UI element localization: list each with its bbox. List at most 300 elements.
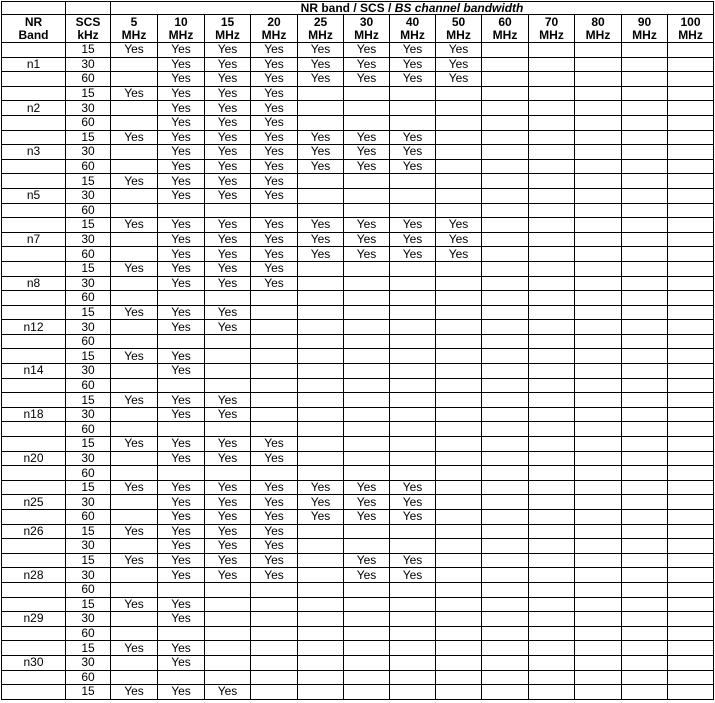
table-title-prefix: NR band / SCS / bbox=[300, 1, 395, 15]
column-header-line1: 20 bbox=[267, 14, 281, 29]
bandwidth-cell bbox=[575, 232, 622, 247]
table-body bbox=[2, 43, 714, 700]
bandwidth-cell bbox=[529, 480, 575, 495]
bandwidth-cell bbox=[575, 670, 622, 685]
bandwidth-cell: Yes bbox=[158, 612, 205, 627]
bandwidth-cell bbox=[529, 276, 575, 291]
bandwidth-cell bbox=[390, 626, 436, 641]
bandwidth-cell bbox=[111, 188, 158, 203]
bandwidth-cell bbox=[668, 524, 714, 539]
bandwidth-cell bbox=[668, 393, 714, 408]
bandwidth-cell bbox=[344, 685, 390, 700]
bandwidth-cell bbox=[111, 334, 158, 349]
bandwidth-cell bbox=[298, 597, 344, 612]
bandwidth-cell bbox=[575, 57, 622, 72]
bandwidth-cell: Yes bbox=[205, 188, 251, 203]
bandwidth-cell: Yes bbox=[111, 261, 158, 276]
bandwidth-cell bbox=[344, 261, 390, 276]
bandwidth-cell bbox=[111, 159, 158, 174]
table-row bbox=[2, 539, 714, 554]
scs-cell: 60 bbox=[66, 72, 111, 87]
scs-cell: 15 bbox=[66, 553, 111, 568]
bandwidth-cell: Yes bbox=[298, 510, 344, 525]
bandwidth-cell: Yes bbox=[205, 57, 251, 72]
bandwidth-cell bbox=[529, 451, 575, 466]
bandwidth-cell: Yes bbox=[298, 480, 344, 495]
bandwidth-cell bbox=[529, 305, 575, 320]
bandwidth-cell bbox=[529, 539, 575, 554]
bandwidth-cell bbox=[482, 349, 529, 364]
column-header bbox=[529, 15, 575, 43]
bandwidth-cell bbox=[111, 670, 158, 685]
bandwidth-cell: Yes bbox=[436, 247, 482, 262]
bandwidth-cell: Yes bbox=[158, 539, 205, 554]
bandwidth-cell bbox=[622, 364, 668, 379]
bandwidth-cell: Yes bbox=[158, 72, 205, 87]
bandwidth-cell: Yes bbox=[251, 57, 298, 72]
bandwidth-cell: Yes bbox=[344, 159, 390, 174]
bandwidth-cell bbox=[668, 72, 714, 87]
bandwidth-cell bbox=[482, 115, 529, 130]
bandwidth-cell: Yes bbox=[436, 43, 482, 58]
bandwidth-cell bbox=[344, 378, 390, 393]
bandwidth-cell bbox=[575, 626, 622, 641]
bandwidth-cell bbox=[251, 626, 298, 641]
scs-cell: 15 bbox=[66, 393, 111, 408]
bandwidth-cell bbox=[482, 159, 529, 174]
bandwidth-cell bbox=[205, 349, 251, 364]
bandwidth-cell bbox=[668, 655, 714, 670]
column-header-line1: 80 bbox=[591, 14, 605, 29]
bandwidth-cell bbox=[390, 539, 436, 554]
bandwidth-cell: Yes bbox=[205, 495, 251, 510]
column-header bbox=[111, 15, 158, 43]
bandwidth-cell bbox=[298, 553, 344, 568]
bandwidth-cell: Yes bbox=[390, 568, 436, 583]
bandwidth-cell bbox=[344, 626, 390, 641]
column-header-line1: 50 bbox=[451, 14, 466, 29]
bandwidth-cell: Yes bbox=[158, 115, 205, 130]
bandwidth-cell: Yes bbox=[111, 174, 158, 189]
bandwidth-cell: Yes bbox=[251, 276, 298, 291]
bandwidth-cell bbox=[622, 612, 668, 627]
bandwidth-cell bbox=[344, 291, 390, 306]
band-cell bbox=[2, 349, 66, 364]
bandwidth-cell bbox=[575, 130, 622, 145]
band-cell: n14 bbox=[2, 364, 66, 379]
table-row bbox=[2, 86, 714, 101]
band-cell bbox=[2, 437, 66, 452]
bandwidth-cell bbox=[205, 466, 251, 481]
bandwidth-cell: Yes bbox=[111, 130, 158, 145]
bandwidth-cell bbox=[622, 437, 668, 452]
scs-cell: 30 bbox=[66, 451, 111, 466]
bandwidth-cell bbox=[668, 626, 714, 641]
band-cell bbox=[2, 43, 66, 58]
bandwidth-cell bbox=[575, 291, 622, 306]
bandwidth-cell bbox=[622, 524, 668, 539]
bandwidth-cell: Yes bbox=[158, 232, 205, 247]
bandwidth-cell bbox=[482, 291, 529, 306]
bandwidth-cell bbox=[298, 437, 344, 452]
bandwidth-cell bbox=[111, 466, 158, 481]
bandwidth-cell: Yes bbox=[390, 72, 436, 87]
bandwidth-cell bbox=[482, 145, 529, 160]
bandwidth-cell: Yes bbox=[158, 524, 205, 539]
bandwidth-cell bbox=[298, 685, 344, 700]
bandwidth-cell bbox=[575, 247, 622, 262]
bandwidth-cell bbox=[344, 612, 390, 627]
bandwidth-cell bbox=[482, 305, 529, 320]
bandwidth-cell bbox=[205, 203, 251, 218]
bandwidth-cell bbox=[298, 276, 344, 291]
bandwidth-cell: Yes bbox=[158, 510, 205, 525]
bandwidth-cell bbox=[575, 466, 622, 481]
table-row bbox=[2, 582, 714, 597]
bandwidth-cell: Yes bbox=[390, 495, 436, 510]
bandwidth-cell bbox=[622, 685, 668, 700]
bandwidth-cell bbox=[575, 159, 622, 174]
table-row bbox=[2, 553, 714, 568]
bandwidth-cell bbox=[668, 378, 714, 393]
column-header bbox=[436, 15, 482, 43]
bandwidth-cell bbox=[344, 670, 390, 685]
bandwidth-cell: Yes bbox=[344, 232, 390, 247]
column-header bbox=[390, 15, 436, 43]
band-cell bbox=[2, 334, 66, 349]
table-row bbox=[2, 568, 714, 583]
bandwidth-cell bbox=[344, 86, 390, 101]
bandwidth-cell bbox=[622, 232, 668, 247]
bandwidth-cell bbox=[622, 597, 668, 612]
bandwidth-cell bbox=[482, 101, 529, 116]
bandwidth-cell bbox=[575, 188, 622, 203]
bandwidth-cell bbox=[622, 349, 668, 364]
bandwidth-cell: Yes bbox=[205, 43, 251, 58]
table-row bbox=[2, 480, 714, 495]
bandwidth-cell: Yes bbox=[205, 276, 251, 291]
scs-cell: 15 bbox=[66, 524, 111, 539]
bandwidth-cell bbox=[622, 655, 668, 670]
bandwidth-cell bbox=[668, 685, 714, 700]
bandwidth-cell bbox=[668, 641, 714, 656]
bandwidth-cell: Yes bbox=[158, 218, 205, 233]
bandwidth-cell bbox=[482, 495, 529, 510]
bandwidth-cell bbox=[575, 524, 622, 539]
bandwidth-cell bbox=[390, 437, 436, 452]
bandwidth-cell bbox=[529, 232, 575, 247]
bandwidth-cell bbox=[529, 685, 575, 700]
scs-cell: 60 bbox=[66, 291, 111, 306]
bandwidth-cell bbox=[436, 568, 482, 583]
bandwidth-cell bbox=[205, 582, 251, 597]
bandwidth-cell bbox=[298, 393, 344, 408]
bandwidth-cell bbox=[622, 495, 668, 510]
band-cell: n1 bbox=[2, 57, 66, 72]
bandwidth-cell bbox=[622, 218, 668, 233]
bandwidth-cell: Yes bbox=[390, 159, 436, 174]
band-cell: n28 bbox=[2, 568, 66, 583]
scs-cell: 30 bbox=[66, 320, 111, 335]
bandwidth-cell bbox=[390, 349, 436, 364]
bandwidth-cell: Yes bbox=[436, 232, 482, 247]
scs-cell: 30 bbox=[66, 495, 111, 510]
bandwidth-cell bbox=[111, 232, 158, 247]
bandwidth-cell bbox=[436, 86, 482, 101]
bandwidth-cell bbox=[158, 670, 205, 685]
bandwidth-cell bbox=[344, 349, 390, 364]
column-header bbox=[344, 15, 390, 43]
bandwidth-cell bbox=[482, 568, 529, 583]
bandwidth-cell bbox=[575, 451, 622, 466]
bandwidth-cell bbox=[668, 305, 714, 320]
bandwidth-cell: Yes bbox=[344, 553, 390, 568]
scs-cell: 15 bbox=[66, 43, 111, 58]
bandwidth-cell: Yes bbox=[298, 43, 344, 58]
bandwidth-cell: Yes bbox=[158, 43, 205, 58]
bandwidth-table bbox=[1, 1, 714, 700]
column-header bbox=[622, 15, 668, 43]
bandwidth-cell: Yes bbox=[158, 495, 205, 510]
table-row bbox=[2, 641, 714, 656]
bandwidth-cell bbox=[575, 115, 622, 130]
bandwidth-cell: Yes bbox=[390, 57, 436, 72]
table-row bbox=[2, 437, 714, 452]
bandwidth-cell bbox=[575, 86, 622, 101]
scs-cell: 60 bbox=[66, 510, 111, 525]
bandwidth-cell bbox=[622, 174, 668, 189]
bandwidth-cell bbox=[436, 685, 482, 700]
bandwidth-cell bbox=[575, 72, 622, 87]
bandwidth-cell: Yes bbox=[158, 101, 205, 116]
bandwidth-cell bbox=[529, 553, 575, 568]
bandwidth-cell bbox=[668, 145, 714, 160]
bandwidth-cell bbox=[482, 422, 529, 437]
bandwidth-cell: Yes bbox=[344, 130, 390, 145]
bandwidth-cell bbox=[298, 451, 344, 466]
bandwidth-cell bbox=[622, 626, 668, 641]
band-cell: n25 bbox=[2, 495, 66, 510]
band-cell bbox=[2, 670, 66, 685]
bandwidth-cell: Yes bbox=[158, 568, 205, 583]
bandwidth-cell bbox=[436, 320, 482, 335]
bandwidth-cell: Yes bbox=[158, 261, 205, 276]
bandwidth-cell bbox=[436, 437, 482, 452]
bandwidth-cell bbox=[205, 641, 251, 656]
scs-cell: 30 bbox=[66, 101, 111, 116]
bandwidth-cell bbox=[390, 524, 436, 539]
bandwidth-cell bbox=[482, 203, 529, 218]
bandwidth-cell bbox=[529, 159, 575, 174]
bandwidth-cell bbox=[344, 655, 390, 670]
bandwidth-cell bbox=[158, 626, 205, 641]
bandwidth-cell: Yes bbox=[158, 480, 205, 495]
table-row bbox=[2, 685, 714, 700]
bandwidth-cell: Yes bbox=[158, 130, 205, 145]
bandwidth-cell bbox=[482, 451, 529, 466]
bandwidth-cell bbox=[575, 480, 622, 495]
bandwidth-cell bbox=[344, 393, 390, 408]
bandwidth-cell: Yes bbox=[111, 553, 158, 568]
bandwidth-cell bbox=[529, 218, 575, 233]
band-cell bbox=[2, 510, 66, 525]
bandwidth-cell bbox=[205, 364, 251, 379]
bandwidth-cell bbox=[482, 393, 529, 408]
scs-cell: 15 bbox=[66, 480, 111, 495]
bandwidth-cell bbox=[111, 539, 158, 554]
bandwidth-cell bbox=[344, 320, 390, 335]
bandwidth-cell bbox=[436, 612, 482, 627]
bandwidth-cell bbox=[298, 261, 344, 276]
column-header-line2: MHz bbox=[354, 27, 379, 42]
bandwidth-cell bbox=[482, 247, 529, 262]
column-header-line2: kHz bbox=[77, 27, 99, 42]
table-row bbox=[2, 276, 714, 291]
bandwidth-cell bbox=[668, 174, 714, 189]
bandwidth-cell: Yes bbox=[205, 86, 251, 101]
band-cell: n7 bbox=[2, 232, 66, 247]
bandwidth-cell bbox=[529, 174, 575, 189]
bandwidth-cell bbox=[575, 422, 622, 437]
table-row bbox=[2, 174, 714, 189]
bandwidth-cell: Yes bbox=[205, 232, 251, 247]
bandwidth-cell bbox=[436, 582, 482, 597]
band-cell bbox=[2, 626, 66, 641]
table-title-row bbox=[2, 2, 714, 15]
bandwidth-cell: Yes bbox=[205, 115, 251, 130]
bandwidth-cell: Yes bbox=[251, 232, 298, 247]
band-cell bbox=[2, 553, 66, 568]
bandwidth-cell bbox=[111, 407, 158, 422]
bandwidth-cell bbox=[575, 582, 622, 597]
bandwidth-cell: Yes bbox=[111, 480, 158, 495]
bandwidth-cell: Yes bbox=[111, 641, 158, 656]
bandwidth-cell bbox=[158, 466, 205, 481]
bandwidth-cell bbox=[436, 159, 482, 174]
bandwidth-cell: Yes bbox=[344, 218, 390, 233]
bandwidth-cell bbox=[436, 261, 482, 276]
scs-cell: 30 bbox=[66, 539, 111, 554]
band-cell bbox=[2, 393, 66, 408]
bandwidth-cell bbox=[390, 612, 436, 627]
table-row bbox=[2, 349, 714, 364]
bandwidth-cell: Yes bbox=[251, 72, 298, 87]
scs-cell: 60 bbox=[66, 626, 111, 641]
scs-cell: 60 bbox=[66, 115, 111, 130]
bandwidth-cell: Yes bbox=[158, 57, 205, 72]
bandwidth-cell bbox=[298, 466, 344, 481]
column-header-line2: MHz bbox=[632, 27, 657, 42]
bandwidth-cell bbox=[436, 422, 482, 437]
bandwidth-cell bbox=[622, 466, 668, 481]
band-cell: n30 bbox=[2, 655, 66, 670]
column-header-line2: MHz bbox=[215, 27, 240, 42]
bandwidth-cell bbox=[344, 582, 390, 597]
bandwidth-cell bbox=[344, 524, 390, 539]
bandwidth-cell: Yes bbox=[251, 510, 298, 525]
bandwidth-cell bbox=[251, 291, 298, 306]
bandwidth-cell bbox=[575, 407, 622, 422]
bandwidth-cell bbox=[575, 612, 622, 627]
bandwidth-cell bbox=[390, 670, 436, 685]
bandwidth-cell bbox=[529, 407, 575, 422]
bandwidth-cell bbox=[298, 626, 344, 641]
bandwidth-cell: Yes bbox=[390, 553, 436, 568]
scs-cell: 60 bbox=[66, 670, 111, 685]
bandwidth-cell: Yes bbox=[251, 495, 298, 510]
bandwidth-cell: Yes bbox=[158, 685, 205, 700]
bandwidth-cell: Yes bbox=[111, 393, 158, 408]
bandwidth-cell bbox=[298, 188, 344, 203]
bandwidth-cell bbox=[344, 334, 390, 349]
bandwidth-cell bbox=[575, 320, 622, 335]
column-header bbox=[298, 15, 344, 43]
bandwidth-cell bbox=[482, 524, 529, 539]
bandwidth-cell bbox=[482, 218, 529, 233]
bandwidth-cell: Yes bbox=[251, 218, 298, 233]
bandwidth-cell bbox=[390, 101, 436, 116]
bandwidth-cell bbox=[529, 495, 575, 510]
bandwidth-cell bbox=[482, 480, 529, 495]
bandwidth-cell: Yes bbox=[251, 145, 298, 160]
bandwidth-cell: Yes bbox=[205, 437, 251, 452]
bandwidth-cell: Yes bbox=[298, 232, 344, 247]
bandwidth-cell: Yes bbox=[298, 247, 344, 262]
bandwidth-cell bbox=[668, 261, 714, 276]
column-header-line2: MHz bbox=[585, 27, 611, 42]
bandwidth-cell bbox=[344, 174, 390, 189]
bandwidth-cell bbox=[622, 188, 668, 203]
scs-cell: 60 bbox=[66, 159, 111, 174]
band-cell: n8 bbox=[2, 276, 66, 291]
bandwidth-cell: Yes bbox=[205, 407, 251, 422]
band-cell bbox=[2, 291, 66, 306]
column-header-line1: 25 bbox=[313, 14, 328, 29]
bandwidth-cell bbox=[298, 334, 344, 349]
band-cell bbox=[2, 685, 66, 700]
bandwidth-cell bbox=[344, 641, 390, 656]
bandwidth-cell bbox=[436, 276, 482, 291]
table-row bbox=[2, 101, 714, 116]
bandwidth-cell bbox=[436, 305, 482, 320]
bandwidth-cell bbox=[111, 655, 158, 670]
bandwidth-cell: Yes bbox=[344, 72, 390, 87]
bandwidth-cell: Yes bbox=[111, 437, 158, 452]
bandwidth-cell bbox=[668, 568, 714, 583]
bandwidth-cell: Yes bbox=[158, 159, 205, 174]
table-row bbox=[2, 232, 714, 247]
bandwidth-cell bbox=[344, 203, 390, 218]
bandwidth-cell: Yes bbox=[205, 261, 251, 276]
table-row bbox=[2, 612, 714, 627]
bandwidth-cell: Yes bbox=[436, 72, 482, 87]
bandwidth-cell bbox=[622, 86, 668, 101]
table-row bbox=[2, 291, 714, 306]
bandwidth-cell bbox=[668, 510, 714, 525]
bandwidth-cell: Yes bbox=[251, 115, 298, 130]
table-row bbox=[2, 43, 714, 58]
bandwidth-cell bbox=[622, 320, 668, 335]
bandwidth-cell bbox=[575, 218, 622, 233]
band-cell bbox=[2, 247, 66, 262]
bandwidth-cell bbox=[622, 247, 668, 262]
bandwidth-cell bbox=[529, 612, 575, 627]
bandwidth-cell bbox=[482, 626, 529, 641]
bandwidth-cell bbox=[482, 57, 529, 72]
bandwidth-cell bbox=[436, 349, 482, 364]
bandwidth-cell bbox=[529, 510, 575, 525]
bandwidth-cell bbox=[482, 582, 529, 597]
